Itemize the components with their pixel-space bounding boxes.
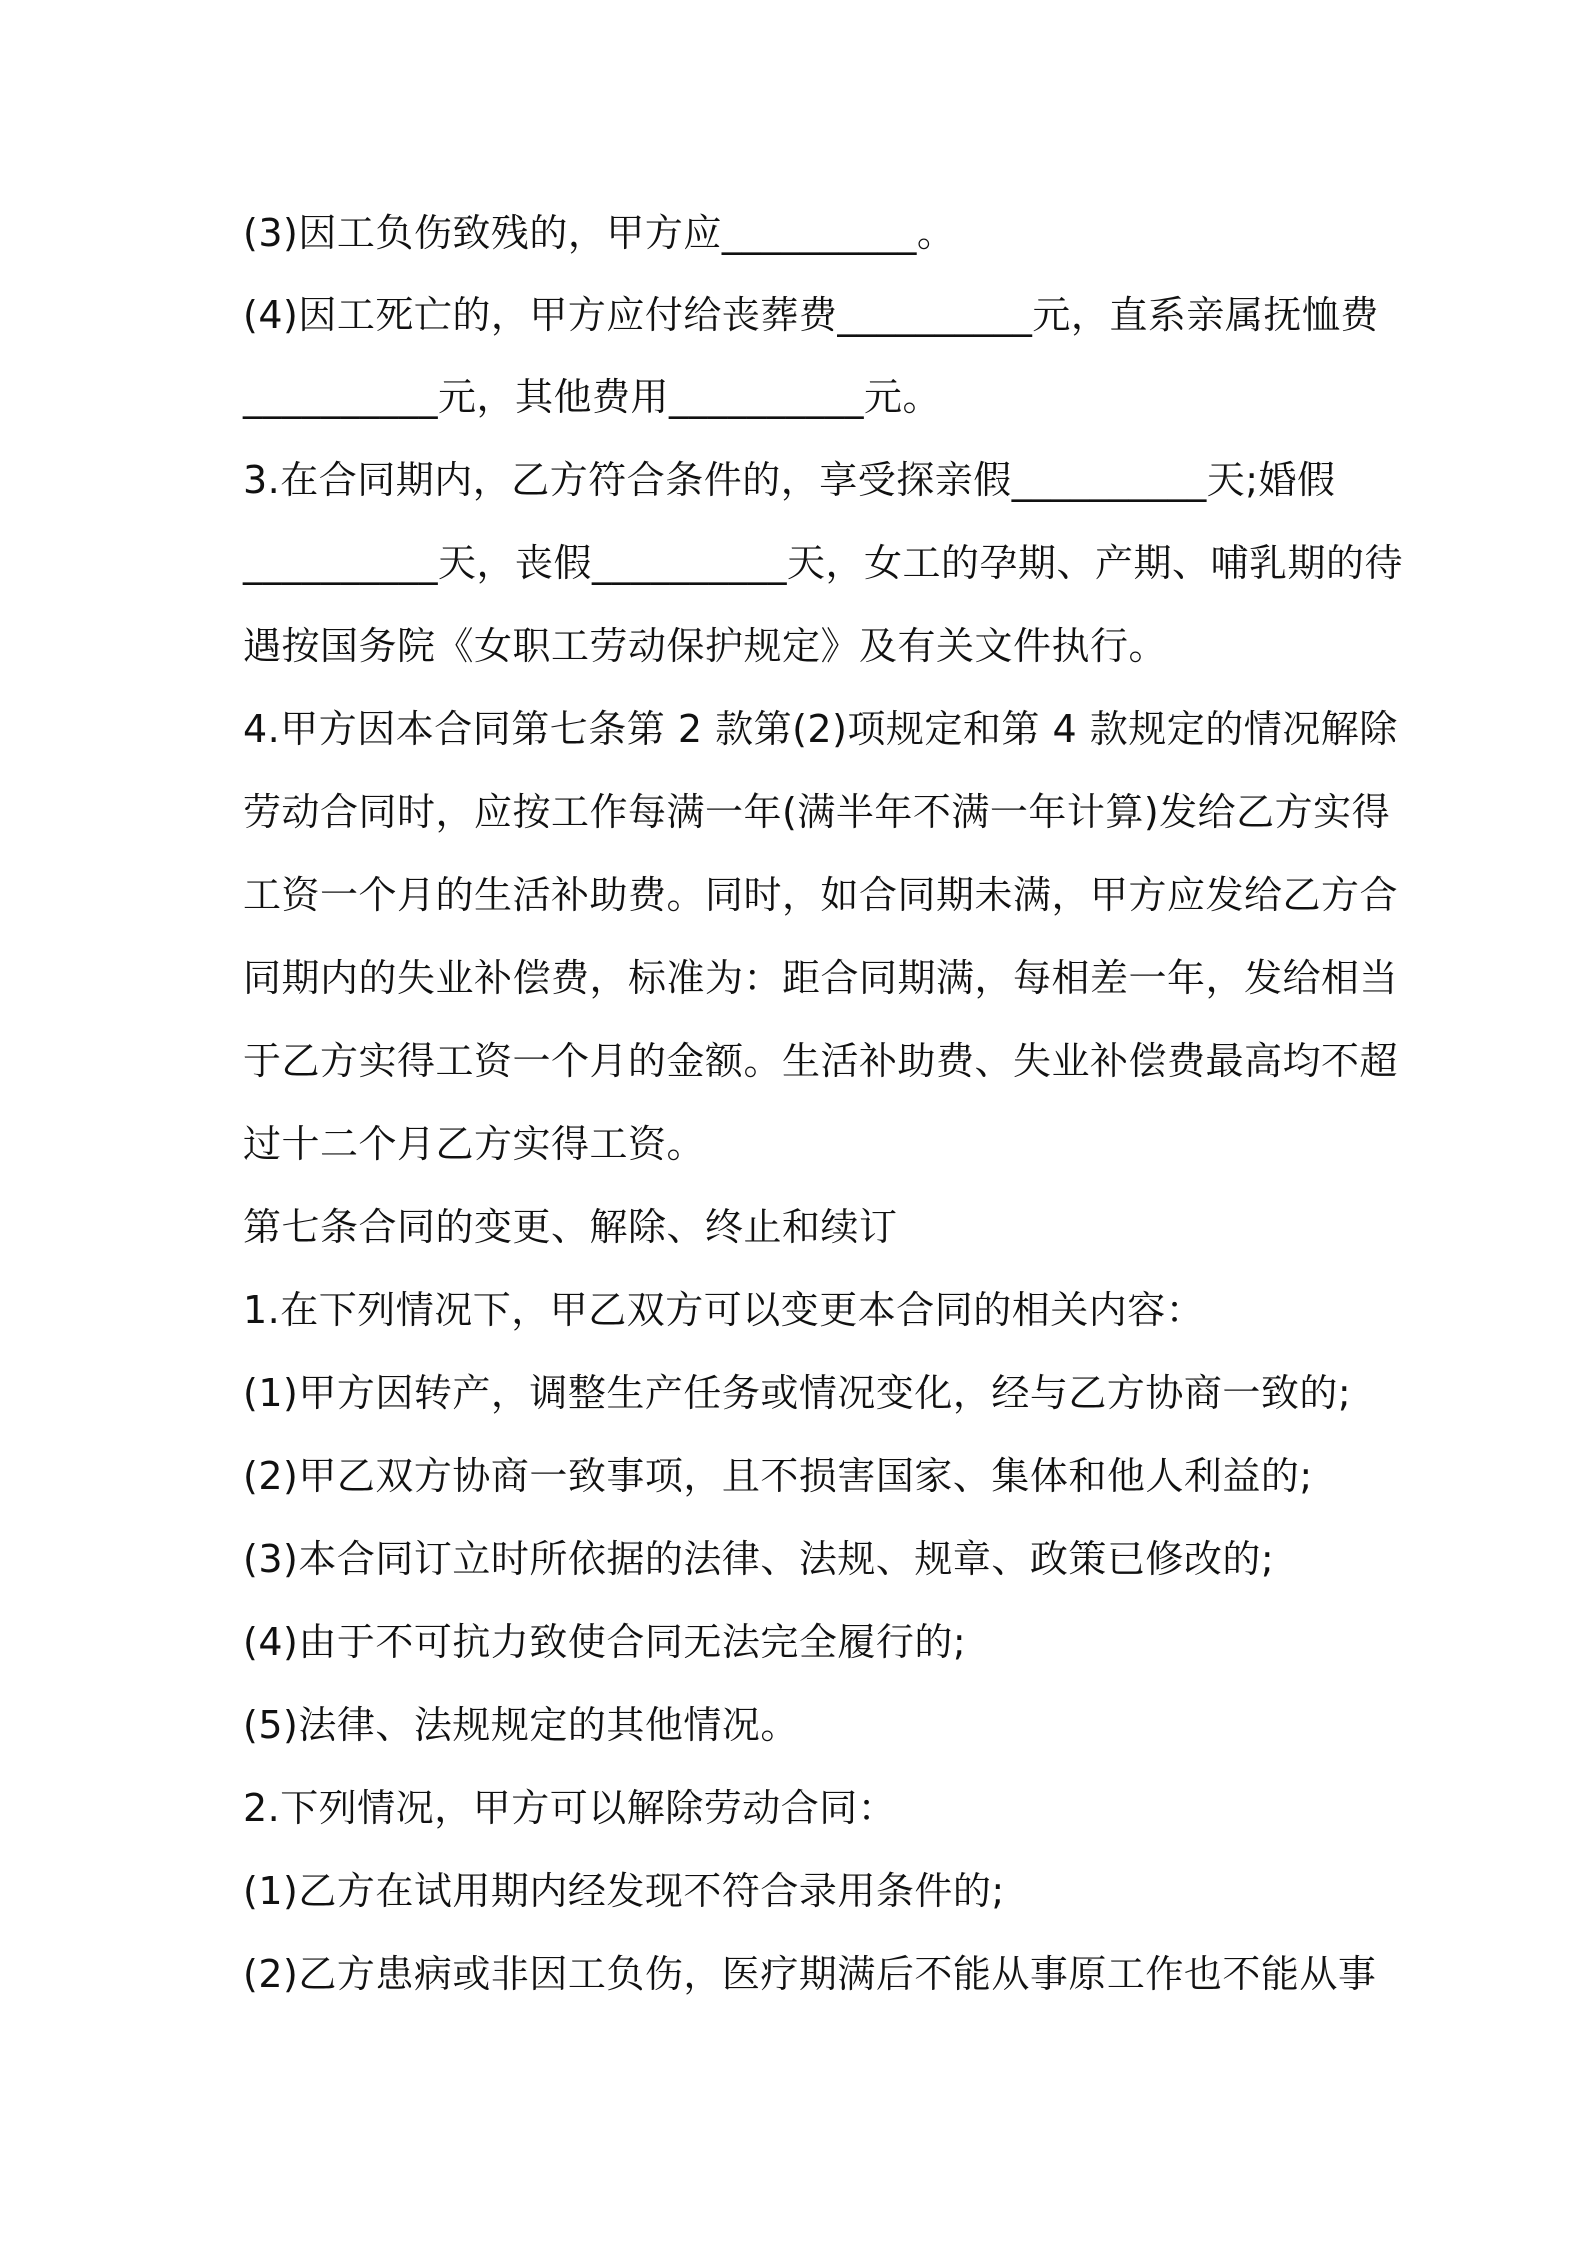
- text-line: 4.甲方因本合同第七条第 2 款第(2)项规定和第 4 款规定的情况解除: [243, 707, 1398, 751]
- text-line: 劳动合同时，应按工作每满一年(满半年不满一年计算)发给乙方实得: [243, 790, 1391, 834]
- text-line: __________元，其他费用__________元。: [243, 375, 942, 419]
- text-line: (3)因工负伤致残的，甲方应__________。: [243, 211, 956, 255]
- text-line: (3)本合同订立时所依据的法律、法规、规章、政策已修改的;: [243, 1537, 1275, 1581]
- section-heading: 第七条合同的变更、解除、终止和续订: [243, 1205, 898, 1249]
- text-line: 过十二个月乙方实得工资。: [243, 1122, 706, 1166]
- text-line: 3.在合同期内，乙方符合条件的，享受探亲假__________天;婚假: [243, 458, 1336, 502]
- text-line: (4)由于不可抗力致使合同无法完全履行的;: [243, 1620, 967, 1664]
- text-line: 工资一个月的生活补助费。同时，如合同期未满，甲方应发给乙方合: [243, 873, 1399, 917]
- text-line: (2)甲乙双方协商一致事项，且不损害国家、集体和他人利益的;: [243, 1454, 1313, 1498]
- text-line: 同期内的失业补偿费，标准为：距合同期满，每相差一年，发给相当: [243, 956, 1399, 1000]
- text-line: 2.下列情况，甲方可以解除劳动合同：: [243, 1786, 897, 1830]
- text-line: (1)乙方在试用期内经发现不符合录用条件的;: [243, 1869, 1005, 1913]
- text-line: __________天，丧假__________天，女工的孕期、产期、哺乳期的待: [243, 541, 1404, 585]
- text-line: (1)甲方因转产，调整生产任务或情况变化，经与乙方协商一致的;: [243, 1371, 1352, 1415]
- text-line: (4)因工死亡的，甲方应付给丧葬费__________元，直系亲属抚恤费: [243, 293, 1379, 337]
- text-line: 遇按国务院《女职工劳动保护规定》及有关文件执行。: [243, 624, 1168, 668]
- text-line: (2)乙方患病或非因工负伤，医疗期满后不能从事原工作也不能从事: [243, 1952, 1377, 1996]
- text-line: 于乙方实得工资一个月的金额。生活补助费、失业补偿费最高均不超: [243, 1039, 1399, 1083]
- text-line: 1.在下列情况下，甲乙双方可以变更本合同的相关内容：: [243, 1288, 1205, 1332]
- text-line: (5)法律、法规规定的其他情况。: [243, 1703, 799, 1747]
